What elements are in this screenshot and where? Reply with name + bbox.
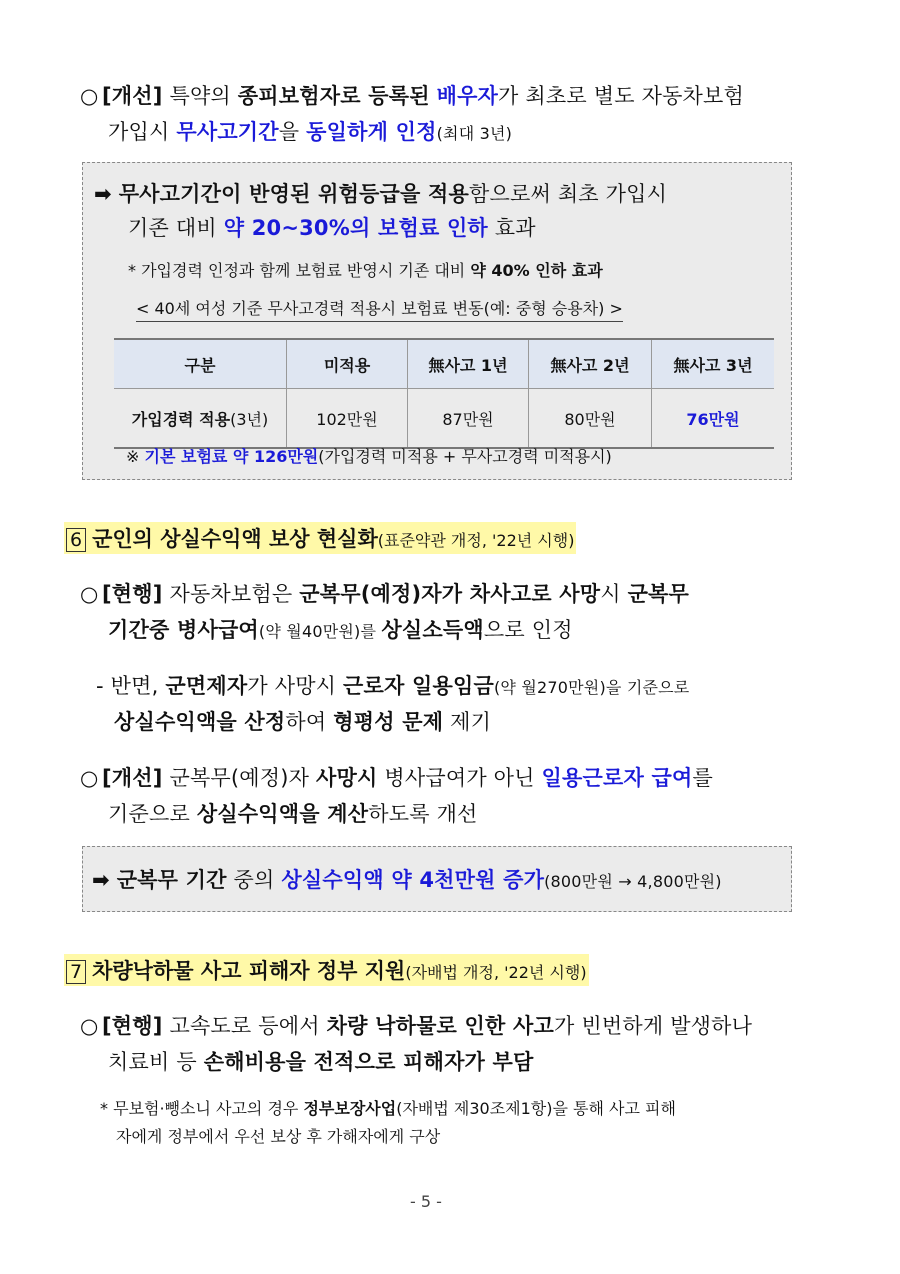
- table-header-cell: 無사고 2년: [529, 339, 652, 389]
- text: 중의: [226, 868, 282, 892]
- text: 를: [692, 766, 713, 790]
- table-row: [114, 389, 774, 449]
- text: * 가입경력 인정과 함께 보험료 반영시 기존 대비: [128, 261, 471, 280]
- page-number: - 5 -: [410, 1192, 442, 1211]
- tag-label: [개선]: [102, 84, 163, 108]
- section-number: 7: [66, 960, 86, 984]
- text: [개선]: [102, 766, 163, 790]
- text: 기존 대비: [128, 216, 224, 240]
- text: [현행]: [102, 582, 163, 606]
- table-header-cell: 無사고 3년: [652, 339, 775, 389]
- effect-box-line1: [94, 178, 667, 208]
- text: 배우자: [436, 84, 499, 108]
- text: 가입시: [108, 120, 177, 144]
- table-cell: 87만원: [408, 389, 529, 449]
- text: 상실소득액: [381, 618, 484, 642]
- section-7-heading: [64, 954, 589, 986]
- table-caption: < 40세 여성 기준 무사고경력 적용시 보험료 변동(예: 중형 승용차) >: [136, 296, 623, 322]
- text: 으로 인정: [483, 618, 573, 642]
- bullet-circle: ○: [80, 582, 99, 606]
- text: 고속도로 등에서: [162, 1014, 327, 1038]
- text: 가 최초로 별도 자동차보험: [498, 84, 745, 108]
- effect-note: [128, 258, 603, 281]
- bullet-circle: ○: [80, 84, 99, 108]
- text: 군면제자: [165, 674, 248, 698]
- text: 병사급여가 아닌: [377, 766, 542, 790]
- text: 종피보험자로 등록된: [237, 84, 430, 108]
- text: 형평성 문제: [333, 710, 444, 734]
- text: (표준약관 개정, '22년 시행): [377, 531, 575, 550]
- section-number: 6: [66, 528, 86, 552]
- sec6-improve-line1: [80, 762, 713, 792]
- text: 시: [600, 582, 628, 606]
- table-header-cell: 구분: [114, 339, 287, 389]
- sec6-contrast-line2: [114, 706, 491, 736]
- text: 무사고기간이 반영된 위험등급을 적용: [118, 182, 469, 206]
- sec7-note-line1: [100, 1096, 676, 1119]
- text: 무사고기간: [176, 120, 279, 144]
- table-header-row: [114, 339, 774, 389]
- text: 함으로써 최초 가입시: [469, 182, 668, 206]
- text: 사망시: [316, 766, 378, 790]
- text: 차량낙하물 사고 피해자 정부 지원: [92, 959, 406, 983]
- text: 약 40% 인하 효과: [470, 261, 603, 280]
- text: (최대 3년): [436, 124, 513, 143]
- text: 기간중 병사급여: [108, 618, 259, 642]
- base-premium-note: [126, 444, 612, 467]
- text: (자배법 제30조제1항)을 통해 사고 피해: [396, 1099, 676, 1118]
- text: * 무보험·뺑소니 사고의 경우: [100, 1099, 304, 1118]
- text: 가 사망시: [247, 674, 344, 698]
- text: ※: [126, 447, 145, 466]
- text: 군복무(예정)자: [162, 766, 317, 790]
- text: 차량 낙하물로 인한 사고: [326, 1014, 555, 1038]
- text: 약 20~30%의 보험료 인하: [223, 216, 488, 240]
- table-cell: 76만원: [652, 389, 775, 449]
- text: 효과: [487, 216, 536, 240]
- text: 손해비용을 전적으로 피해자가 부담: [203, 1050, 534, 1074]
- text: 제기: [443, 710, 492, 734]
- text: 근로자 일용임금: [343, 674, 494, 698]
- text: 하도록 개선: [368, 802, 478, 826]
- text: (자배법 개정, '22년 시행): [405, 963, 587, 982]
- text: - 반면,: [96, 674, 166, 698]
- text: 상실수익액을 산정: [114, 710, 286, 734]
- text: 상실수익액 약 4천만원 증가: [281, 868, 545, 892]
- text: (3년): [230, 409, 269, 429]
- sec6-improve-line2: [108, 798, 478, 828]
- text: 자동차보험은: [162, 582, 300, 606]
- sec7-current-line2: [108, 1046, 534, 1076]
- bullet-circle: ○: [80, 766, 99, 790]
- text: 을: [278, 120, 307, 144]
- sec6-effect-text: [92, 864, 722, 894]
- text: [현행]: [102, 1014, 163, 1038]
- text: (약 월40만원)를: [258, 622, 382, 641]
- text: 군복무: [627, 582, 690, 606]
- table-header-cell: 無사고 1년: [408, 339, 529, 389]
- table-header-cell: 미적용: [287, 339, 408, 389]
- text: 기준으로: [108, 802, 197, 826]
- text: 상실수익액을 계산: [196, 802, 369, 826]
- table-cell: 80만원: [529, 389, 652, 449]
- premium-table: [114, 338, 774, 449]
- text: 일용근로자 급여: [541, 766, 693, 790]
- bullet-circle: ○: [80, 1014, 99, 1038]
- text: (약 월270만원)을 기준으로: [493, 678, 690, 697]
- text: 특약의: [162, 84, 238, 108]
- sec7-current-line1: [80, 1010, 752, 1040]
- text: 군복무(예정)자가 차사고로 사망: [299, 582, 601, 606]
- arrow-right-icon: ➡: [94, 182, 112, 206]
- text: 기본 보험료 약 126만원: [144, 447, 319, 466]
- text: 군복무 기간: [116, 868, 227, 892]
- text: 가입경력 적용: [131, 409, 231, 429]
- text: (800만원 → 4,800만원): [544, 872, 722, 891]
- text: 하여: [285, 710, 334, 734]
- table-row-label: [114, 389, 287, 449]
- text: 동일하게 인정: [306, 120, 437, 144]
- improvement-bullet-line1: [80, 80, 744, 110]
- sec7-note-line2: 자에게 정부에서 우선 보상 후 가해자에게 구상: [116, 1127, 441, 1146]
- arrow-right-icon: ➡: [92, 868, 110, 892]
- sec6-current-line1: [80, 578, 689, 608]
- text: (가입경력 미적용 + 무사고경력 미적용시): [318, 447, 612, 466]
- sec6-contrast-line1: [96, 670, 689, 700]
- text: [430, 84, 437, 108]
- section-6-heading: [64, 522, 576, 554]
- table-cell: 102만원: [287, 389, 408, 449]
- text: 정부보장사업: [303, 1099, 397, 1118]
- improvement-bullet-line2: [108, 116, 512, 146]
- effect-box-line2: [128, 212, 536, 242]
- sec6-current-line2: [108, 614, 573, 644]
- text: 치료비 등: [108, 1050, 204, 1074]
- text: 가 빈번하게 발생하나: [554, 1014, 753, 1038]
- text: 군인의 상실수익액 보상 현실화: [92, 527, 378, 551]
